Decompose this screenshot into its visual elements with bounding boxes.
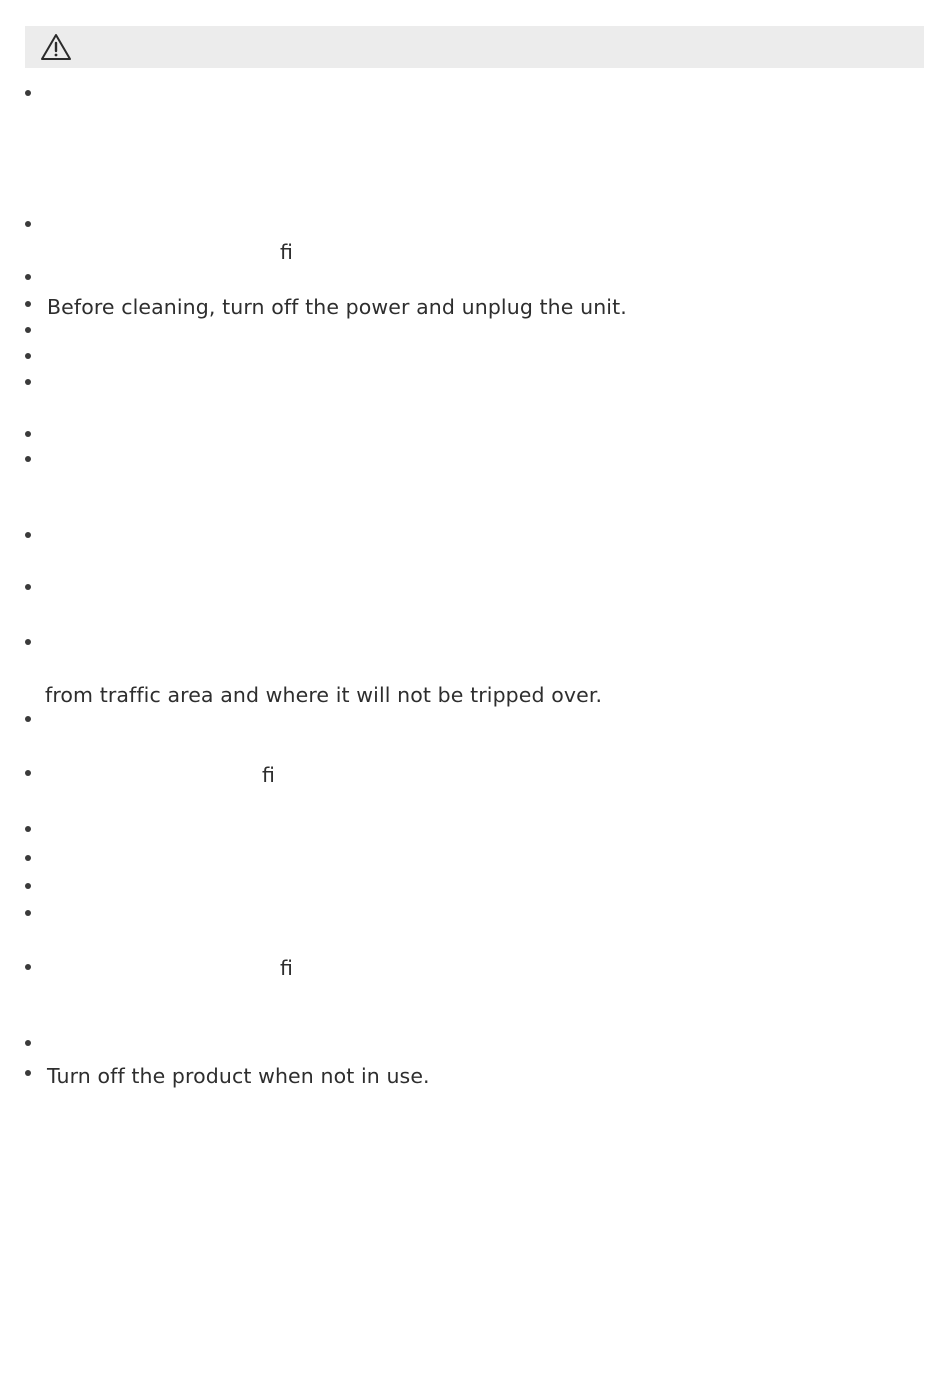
- list-bullet: [25, 431, 31, 437]
- list-bullet: [25, 353, 31, 359]
- list-bullet: [25, 883, 31, 889]
- list-bullet: [25, 964, 31, 970]
- warning-triangle-icon: [40, 33, 72, 61]
- warning-banner: [25, 26, 924, 68]
- list-bullet: [25, 855, 31, 861]
- list-bullet: [25, 639, 31, 645]
- list-bullet: [25, 716, 31, 722]
- list-bullet: [25, 90, 31, 96]
- instruction-cleaning: Before cleaning, turn off the power and unplug the unit.: [47, 295, 627, 319]
- ligature-fragment: fi: [280, 240, 293, 264]
- list-bullet: [25, 532, 31, 538]
- ligature-fragment: fi: [262, 763, 275, 787]
- list-bullet: [25, 327, 31, 333]
- list-bullet: [25, 1070, 31, 1076]
- list-bullet: [25, 456, 31, 462]
- list-bullet: [25, 584, 31, 590]
- list-bullet: [25, 301, 31, 307]
- list-bullet: [25, 826, 31, 832]
- list-bullet: [25, 770, 31, 776]
- list-bullet: [25, 910, 31, 916]
- instruction-traffic: from traffic area and where it will not be tripped over.: [45, 683, 603, 707]
- list-bullet: [25, 1040, 31, 1046]
- list-bullet: [25, 221, 31, 227]
- ligature-fragment: fi: [280, 956, 293, 980]
- list-bullet: [25, 379, 31, 385]
- list-bullet: [25, 274, 31, 280]
- instruction-turn-off: Turn off the product when not in use.: [47, 1064, 430, 1088]
